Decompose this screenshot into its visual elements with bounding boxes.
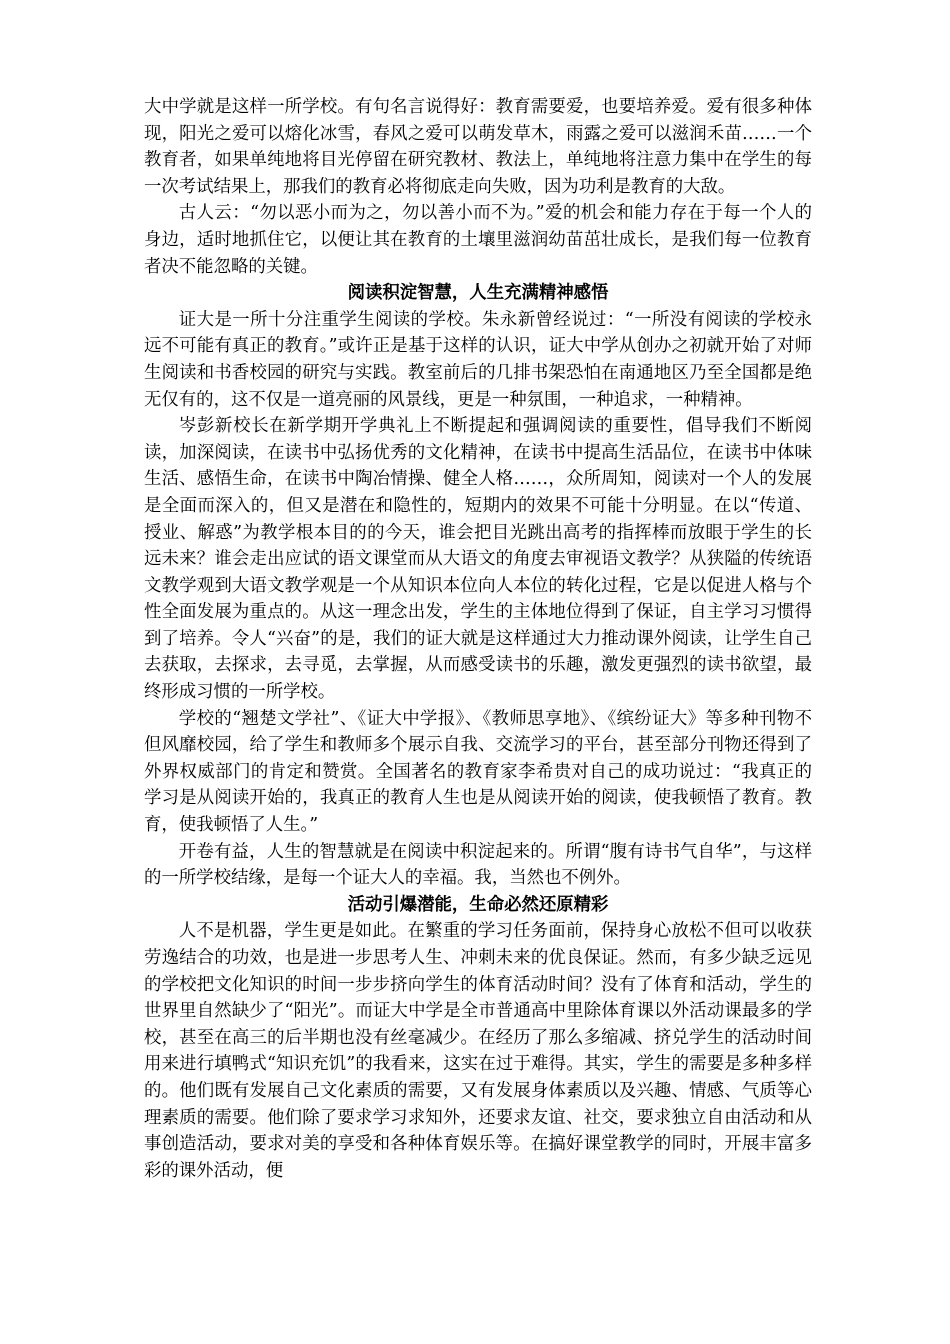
paragraph: 岑彭新校长在新学期开学典礼上不断提起和强调阅读的重要性，倡导我们不断阅读，加深阅读，在读书中弘扬优秀的文化精神，在读书中提高生活品位，在读书中体味生活、感悟生命，在读书中陶冶情操、健全人格……，众所周知，阅读对一个人的发展是全面而深入的，但又是潜在和隐性的，短期内的效果不可能十分明显。在以“传道、授业、解惑”为教学根本目的的今天，谁会把目光跳出高考的指挥棒而放眼于学生的长远未来？谁会走出应试的语文课堂而从大语文的角度去审视语文教学？从狭隘的传统语文教学观到大语文教学观是一个从知识本位向人本位的转化过程，它是以促进人格与个性全面发展为重点的。从这一理念出发，学生的主体地位得到了保证，自主学习习惯得到了培养。令人“兴奋”的是，我们的证大就是这样通过大力推动课外阅读，让学生自己去获取，去探求，去寻觅，去掌握，从而感受读书的乐趣，激发更强烈的读书欲望，最终形成习惯的一所学校。 [144, 416, 812, 703]
paragraph-continued: 大中学就是这样一所学校。有句名言说得好：教育需要爱，也要培养爱。爱有很多种体现，阳光之爱可以熔化冰雪，春风之爱可以萌发草木，雨露之爱可以滋润禾苗……一个教育者，如果单纯地将目光停留在研究教材、教法上，单纯地将注意力集中在学生的每一次考试结果上，那我们的教育必将彻底走向失败，因为功利是教育的大敌。 [144, 97, 812, 197]
paragraph: 开卷有益，人生的智慧就是在阅读中积淀起来的。所谓“腹有诗书气自华”，与这样的一所学校结缘，是每一个证大人的幸福。我，当然也不例外。 [144, 841, 812, 889]
paragraph: 学校的“翘楚文学社”、《证大中学报》、《教师思享地》、《缤纷证大》等多种刊物不但风靡校园，给了学生和教师多个展示自我、交流学习的平台，甚至部分刊物还得到了外界权威部门的肯定和赞赏。全国著名的教育家李希贵对自己的成功说过：“我真正的学习是从阅读开始的，我真正的教育人生也是从阅读开始的阅读，使我顿悟了教育。教育，使我顿悟了人生。” [144, 708, 812, 836]
paragraph: 人不是机器，学生更是如此。在繁重的学习任务面前，保持身心放松不但可以收获劳逸结合的功效，也是进一步思考人生、冲刺未来的优良保证。然而，有多少缺乏远见的学校把文化知识的时间一步步挤向学生的体育活动时间？没有了体育和活动，学生的世界里自然缺少了“阳光”。而证大中学是全市普通高中里除体育课以外活动课最多的学校，甚至在高三的后半期也没有丝毫减少。在经历了那么多缩减、挤兑学生的活动时间用来进行填鸭式“知识充饥”的我看来，这实在过于难得。其实，学生的需要是多种多样的。他们既有发展自己文化素质的需要，又有发展身体素质以及兴趣、情感、气质等心理素质的需要。他们除了要求学习求知外，还要求友谊、社交，要求独立自由活动和从事创造活动，要求对美的享受和各种体育娱乐等。在搞好课堂教学的同时，开展丰富多彩的课外活动，便 [144, 921, 812, 1181]
section-heading-activities: 活动引爆潜能，生命必然还原精彩 [347, 894, 609, 915]
document-page [144, 94, 812, 1184]
section-heading-reading: 阅读积淀智慧，人生充满精神感悟 [347, 283, 609, 304]
paragraph: 古人云：“勿以恶小而为之，勿以善小而不为。”爱的机会和能力存在于每一个人的身边，适时地抓住它，以便让其在教育的土壤里滋润幼苗茁壮成长，是我们每一位教育者决不能忽略的关键。 [144, 203, 812, 277]
paragraph: 证大是一所十分注重学生阅读的学校。朱永新曾经说过：“一所没有阅读的学校永远不可能有真正的教育。”或许正是基于这样的认识，证大中学从创办之初就开始了对师生阅读和书香校园的研究与实践。教室前后的几排书架恐怕在南通地区乃至全国都是绝无仅有的，这不仅是一道亮丽的风景线，更是一种氛围，一种追求，一种精神。 [144, 309, 812, 410]
